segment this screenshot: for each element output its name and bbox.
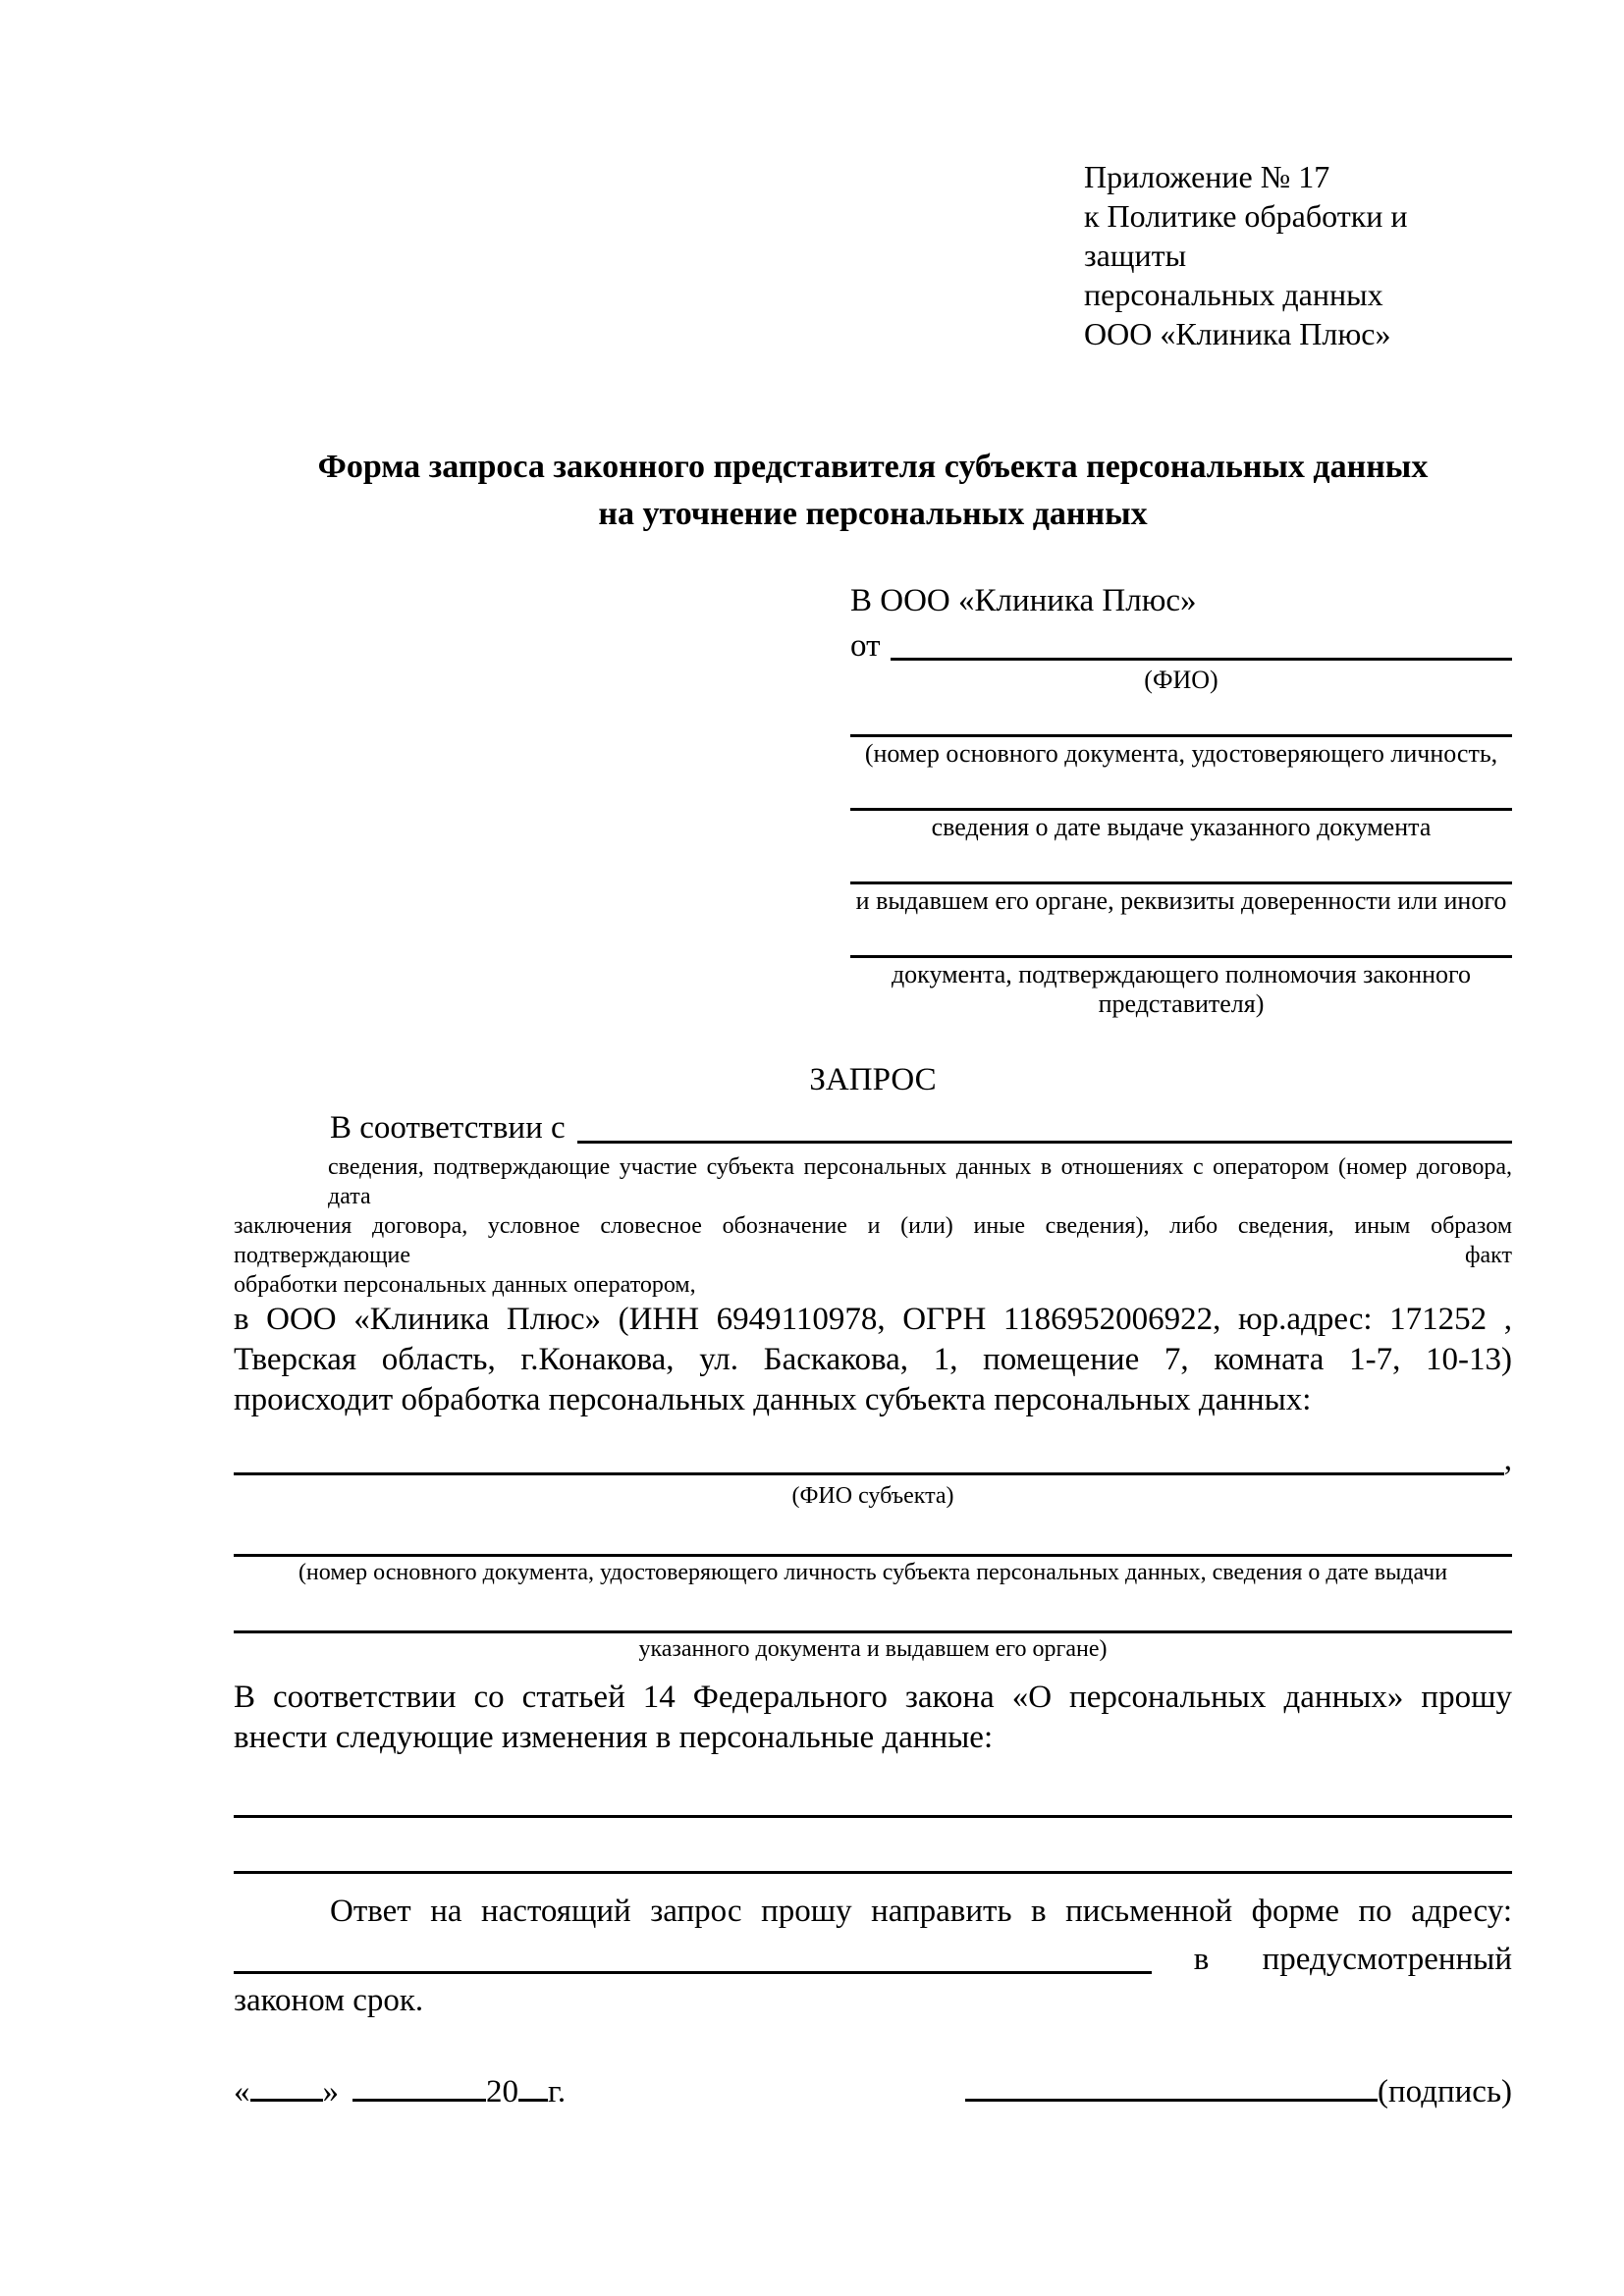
signature-blank-line [965,2099,1378,2102]
policy-reference-line2: персональных данных [1084,277,1383,312]
from-label: от [850,628,881,664]
appendix-header [1084,157,1512,353]
date-quote-close: » [322,2074,339,2109]
issue-date-blank-line [850,769,1512,811]
document-number-caption: (номер основного документа, удостоверяющего личность, [864,739,1498,768]
reply-line-3: законом срок. [234,1983,424,2018]
reply-address-blank-line [234,1938,1152,1974]
organization-name: ООО «Клиника Плюс» [1084,316,1391,351]
subject-fio-blank-line [234,1440,1504,1475]
operator-line-2: Тверская область, г.Конакова, ул. Баскакова, 1, помещение 7, комната 1-7, 10-13) [234,1342,1512,1377]
operator-line-3: происходит обработка персональных данных субъекта персональных данных: [234,1382,1312,1417]
subject-authority-caption: указанного документа и выдавшем его органе) [638,1636,1108,1662]
title-line-2: на уточнение персональных данных [598,496,1148,532]
from-blank-line [891,626,1513,661]
request-heading: ЗАПРОС [809,1062,937,1097]
policy-reference-line1: к Политике обработки и защиты [1084,198,1408,273]
signature-field [965,2072,1512,2112]
date-field [234,2072,566,2112]
document-title [234,444,1512,538]
footnote-line-2: заключения договора, условное словесное обозначение и (или) иные сведения), либо сведения, иным образом подтверждающие факт [234,1213,1512,1268]
date-day-blank-line [250,2099,323,2102]
issuing-authority-blank-line [850,842,1512,884]
issue-date-caption: сведения о дате выдаче указанного документа [931,813,1432,841]
date-quote-open: « [234,2074,250,2109]
document-number-blank-line [850,695,1512,737]
accordance-blank-line [577,1108,1512,1144]
date-signature-row [234,2072,1512,2112]
signature-caption: (подпись) [1378,2074,1512,2109]
law-line-1: В соответствии со статьей 14 Федерального закона «О персональных данных» прошу [234,1680,1512,1715]
title-line-1: Форма запроса законного представителя субъекта персональных данных [317,449,1429,485]
amendments-blank-line-1 [234,1815,1512,1818]
subject-trailing-comma: , [1503,1442,1512,1477]
fio-caption: (ФИО) [1144,666,1218,694]
addressee-organization: В ООО «Клиника Плюс» [850,583,1197,618]
subject-document-caption: (номер основного документа, удостоверяющего личность субъекта персональных данных, сведения о дате выдачи [298,1560,1448,1585]
appendix-number: Приложение № 17 [1084,159,1330,194]
date-year-prefix: 20 [486,2074,518,2109]
issuing-authority-caption: и выдавшем его органе, реквизиты доверенности или иного [855,886,1507,915]
operator-line-1: в ООО «Клиника Плюс» (ИНН 6949110978, ОГРН 1186952006922, юр.адрес: 171252 , [234,1302,1512,1337]
subject-document-blank-line [234,1511,1512,1557]
accordance-prefix: В соответствии с [330,1110,566,1146]
amendments-blank-line-2 [234,1871,1512,1874]
operator-paragraph [234,1300,1512,1420]
representative-authority-caption: документа, подтверждающего полномочия законного представителя) [891,960,1472,1018]
representative-authority-blank-line [850,916,1512,958]
from-field-row [850,626,1512,666]
accordance-field-row [234,1108,1512,1148]
accordance-footnote [234,1152,1512,1300]
law-paragraph [234,1678,1512,1758]
addressee-block [850,581,1512,1019]
subject-authority-blank-line [234,1587,1512,1633]
subject-fio-caption: (ФИО субъекта) [791,1483,954,1509]
footnote-line-1: сведения, подтверждающие участие субъекта персональных данных в отношениях с оператором (номер договора, дата [328,1154,1512,1209]
law-line-2: внести следующие изменения в персональные данные: [234,1720,994,1755]
footnote-line-3: обработки персональных данных оператором, [234,1272,696,1298]
date-year-suffix: г. [548,2074,567,2109]
reply-paragraph [234,1892,1512,2021]
reply-line-1: Ответ на настоящий запрос прошу направить в письменной форме по адресу: [330,1894,1512,1929]
date-month-blank-line [352,2099,486,2102]
subject-fio-field-row [234,1440,1512,1480]
date-year-blank-line [518,2099,548,2102]
reply-address-field-row [234,1938,1512,1981]
reply-line-2-tail: в предусмотренный [1193,1942,1512,1977]
